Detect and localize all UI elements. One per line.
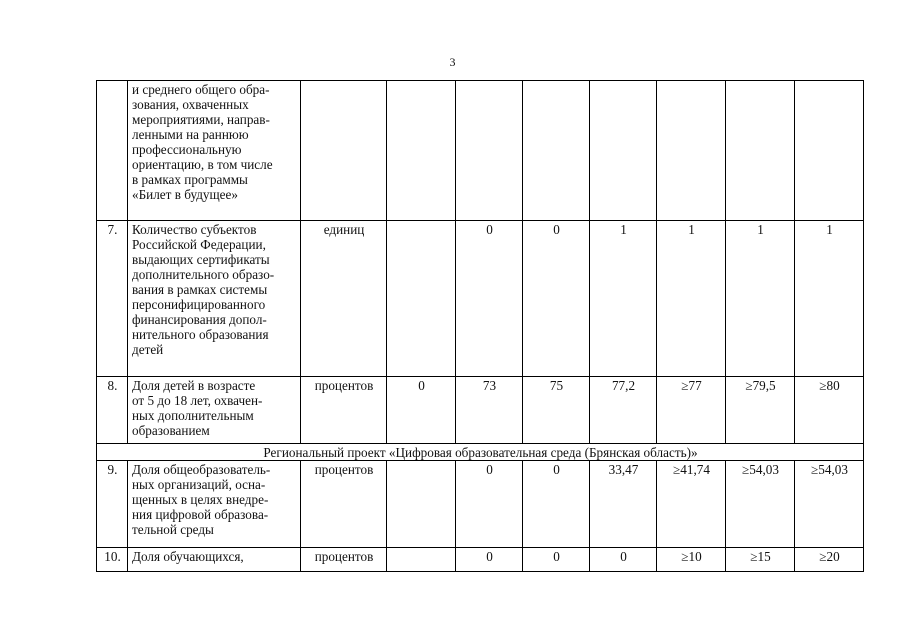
value-cell: ≥54,03	[726, 461, 795, 548]
indicator-name-cell	[128, 461, 301, 548]
value-cell: 0	[387, 377, 456, 444]
unit-cell: единиц	[301, 221, 387, 377]
value-cell	[590, 81, 657, 221]
indicator-name-line: финансирования допол-	[132, 312, 267, 327]
value-cell: ≥10	[657, 548, 726, 572]
value-cell: 33,47	[590, 461, 657, 548]
value-cell: 0	[456, 548, 523, 572]
indicators-table	[96, 80, 864, 572]
table-row	[97, 377, 864, 444]
value-cell: 73	[456, 377, 523, 444]
indicator-name-line: зования, охваченных	[132, 97, 249, 112]
indicator-name-line: выдающих сертификаты	[132, 252, 270, 267]
indicator-name-line: Российской Федерации,	[132, 237, 266, 252]
unit-cell: процентов	[301, 548, 387, 572]
unit-cell: процентов	[301, 461, 387, 548]
value-cell: 0	[456, 461, 523, 548]
value-cell	[726, 81, 795, 221]
indicator-name-line: ных организаций, осна-	[132, 477, 266, 492]
indicator-name-line: образованием	[132, 423, 210, 438]
indicator-name-line: Доля обучающихся,	[132, 549, 244, 564]
indicator-name-line: ных дополнительным	[132, 408, 254, 423]
value-cell	[795, 81, 864, 221]
value-cell	[456, 81, 523, 221]
indicator-name-line: Количество субъектов	[132, 222, 257, 237]
indicator-name-line: «Билет в будущее»	[132, 187, 238, 202]
row-number-cell: 7.	[97, 221, 128, 377]
indicator-name-line: ленными на раннюю	[132, 127, 249, 142]
value-cell: 1	[657, 221, 726, 377]
indicator-name-line: щенных в целях внедре-	[132, 492, 269, 507]
unit-cell	[301, 81, 387, 221]
value-cell: ≥20	[795, 548, 864, 572]
unit-cell: процентов	[301, 377, 387, 444]
indicator-name-line: и среднего общего обра-	[132, 82, 270, 97]
value-cell: ≥15	[726, 548, 795, 572]
indicator-name-line: от 5 до 18 лет, охвачен-	[132, 393, 263, 408]
value-cell: 0	[523, 461, 590, 548]
indicator-name-line: персонифицированного	[132, 297, 266, 312]
indicator-name-line: профессиональную	[132, 142, 242, 157]
value-cell: 0	[456, 221, 523, 377]
indicator-name-line: тельной среды	[132, 522, 214, 537]
indicator-name-line: Доля общеобразователь-	[132, 462, 271, 477]
indicator-name-line: в рамках программы	[132, 172, 248, 187]
indicator-name-line: мероприятиями, направ-	[132, 112, 270, 127]
value-cell: 0	[523, 548, 590, 572]
value-cell	[387, 461, 456, 548]
table-row	[97, 461, 864, 548]
value-cell: 77,2	[590, 377, 657, 444]
value-cell	[387, 221, 456, 377]
table-row	[97, 221, 864, 377]
section-title: Региональный проект «Цифровая образовательная среда (Брянская область)»	[97, 444, 864, 461]
value-cell: ≥41,74	[657, 461, 726, 548]
row-number-cell: 8.	[97, 377, 128, 444]
indicator-name-line: вания в рамках системы	[132, 282, 268, 297]
value-cell: 0	[590, 548, 657, 572]
indicator-name-line: Доля детей в возрасте	[132, 378, 256, 393]
row-number-cell: 9.	[97, 461, 128, 548]
value-cell: ≥77	[657, 377, 726, 444]
value-cell: 1	[726, 221, 795, 377]
section-row	[97, 444, 864, 461]
value-cell: ≥79,5	[726, 377, 795, 444]
indicator-name-line: ориентацию, в том числе	[132, 157, 273, 172]
page-number: 3	[449, 55, 456, 69]
value-cell: 1	[795, 221, 864, 377]
indicator-name-line: дополнительного образо-	[132, 267, 275, 282]
value-cell: 0	[523, 221, 590, 377]
indicator-name-cell	[128, 81, 301, 221]
value-cell	[387, 81, 456, 221]
value-cell: ≥54,03	[795, 461, 864, 548]
indicator-name-line: детей	[132, 342, 164, 357]
value-cell: ≥80	[795, 377, 864, 444]
table-body	[97, 81, 864, 572]
value-cell	[657, 81, 726, 221]
value-cell: 1	[590, 221, 657, 377]
table-row	[97, 81, 864, 221]
value-cell	[523, 81, 590, 221]
indicator-name-line: нительного образования	[132, 327, 269, 342]
indicator-name-cell	[128, 377, 301, 444]
row-number-cell: 10.	[97, 548, 128, 572]
indicator-name-cell	[128, 221, 301, 377]
value-cell: 75	[523, 377, 590, 444]
indicator-name-cell	[128, 548, 301, 572]
table-row	[97, 548, 864, 572]
indicator-name-line: ния цифровой образова-	[132, 507, 269, 522]
row-number-cell	[97, 81, 128, 221]
value-cell	[387, 548, 456, 572]
